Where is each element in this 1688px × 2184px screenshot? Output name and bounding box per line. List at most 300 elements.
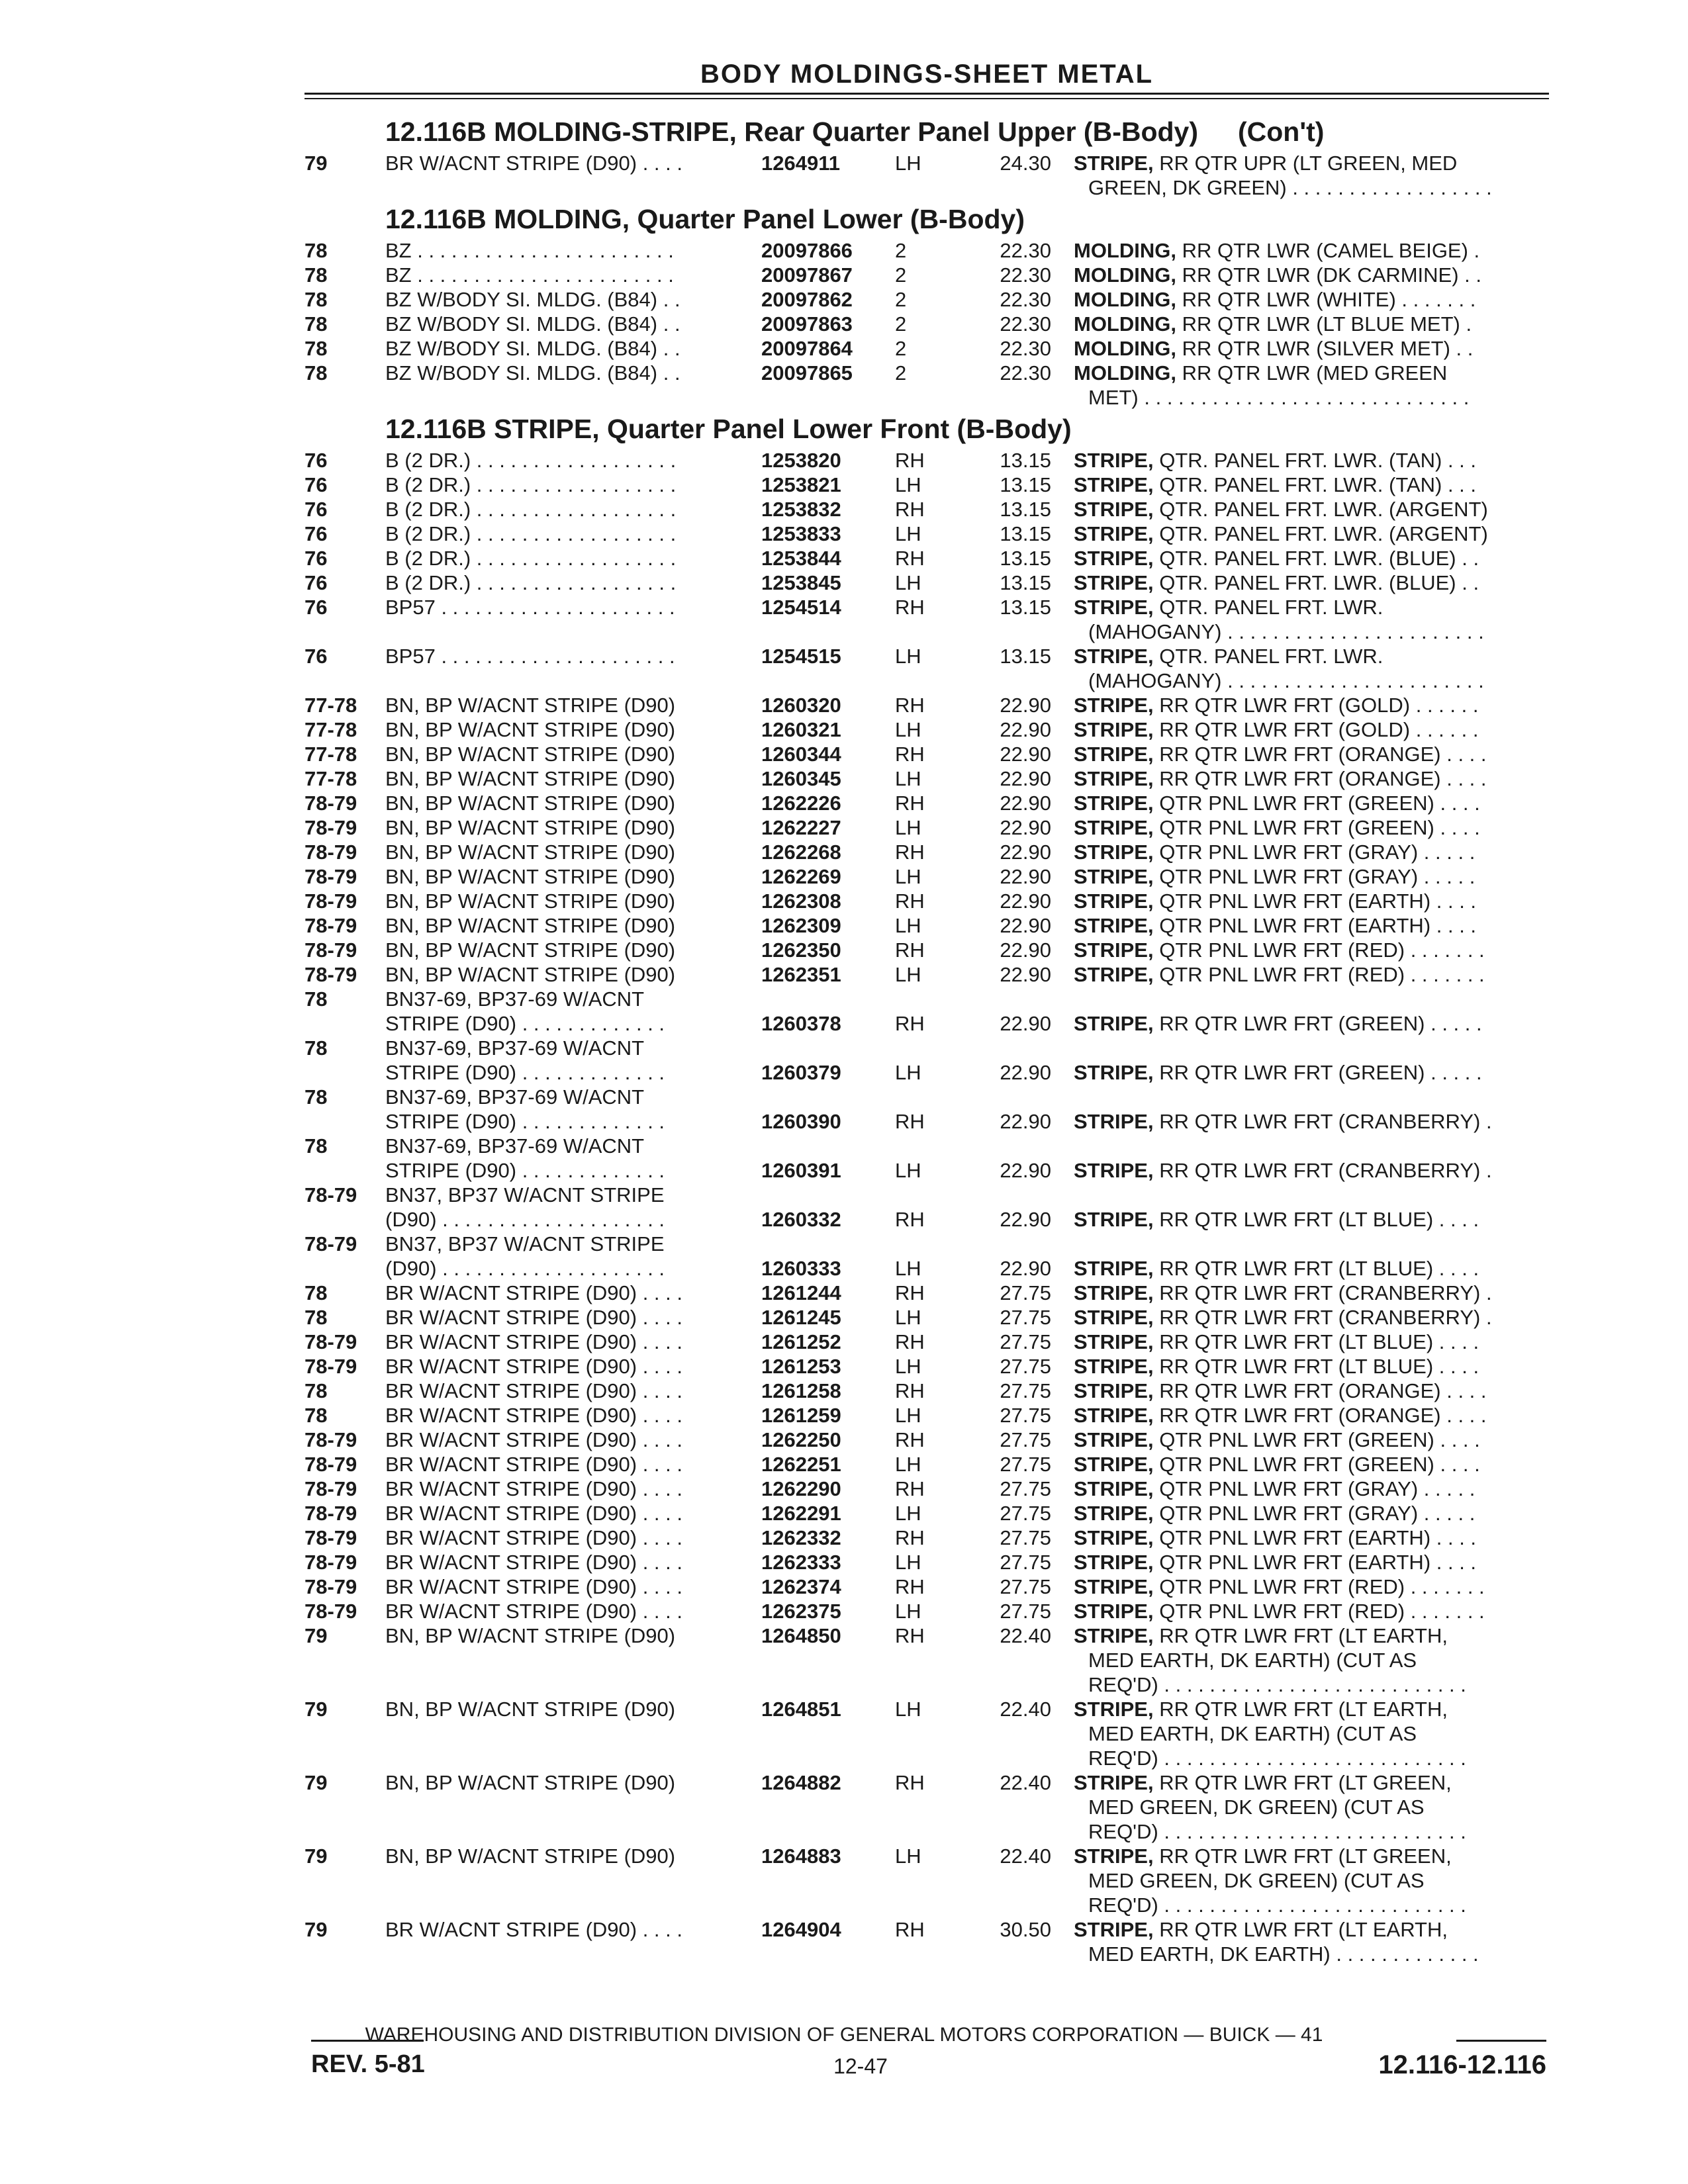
table-row (305, 1330, 1562, 1354)
year-cell: 78-79 (305, 792, 357, 815)
model-cell: BN, BP W/ACNT STRIPE (D90) (385, 1771, 676, 1794)
description-text: QTR PNL LWR FRT (GREEN) . . . . (1159, 792, 1480, 815)
price-cell: 22.90 (1000, 1159, 1051, 1182)
description-text: RR QTR LWR FRT (GREEN) . . . . . (1159, 1061, 1482, 1084)
qty-cell: LH (895, 1257, 921, 1280)
price-cell: 27.75 (1000, 1526, 1051, 1549)
price-cell: 13.15 (1000, 571, 1051, 594)
description-cell (1074, 1428, 1480, 1452)
description-text: RR QTR LWR FRT (GOLD) . . . . . . (1159, 718, 1479, 741)
part-number-cell: 1260321 (761, 718, 841, 741)
description-cell (1074, 473, 1476, 497)
description-text: QTR. PANEL FRT. LWR. (ARGENT) (1159, 522, 1488, 545)
qty-cell: RH (895, 1477, 925, 1500)
qty-cell: 2 (895, 288, 907, 311)
model-cell: BZ . . . . . . . . . . . . . . . . . . . . . . . (385, 263, 674, 287)
description-cell (1074, 1256, 1479, 1281)
price-cell: 22.90 (1000, 767, 1051, 790)
description-text: QTR PNL LWR FRT (GREEN) . . . . (1159, 816, 1480, 839)
part-number-cell: 20097862 (761, 288, 853, 311)
section-title: 12.116B MOLDING, Quarter Panel Lower (B-Body) (385, 204, 1025, 234)
qty-cell: LH (895, 816, 921, 839)
part-number-cell: 1264911 (761, 152, 840, 175)
qty-cell: RH (895, 1624, 925, 1647)
description-keyword: STRIPE, (1074, 645, 1154, 668)
description-text: RR QTR LWR FRT (LT GREEN, (1159, 1771, 1452, 1794)
model-cell: BR W/ACNT STRIPE (D90) . . . . (385, 152, 682, 175)
description-continuation: MED GREEN, DK GREEN) (CUT AS (1088, 1796, 1425, 1819)
section-continued: (Con't) (1238, 116, 1325, 147)
year-cell: 78 (305, 288, 328, 311)
year-cell: 78 (305, 1134, 328, 1158)
year-cell: 76 (305, 449, 328, 472)
table-row (305, 1844, 1562, 1868)
description-cell (1074, 238, 1479, 263)
model-cell: (D90) . . . . . . . . . . . . . . . . . . . . (385, 1208, 665, 1231)
description-keyword: STRIPE, (1074, 1477, 1154, 1500)
qty-cell: LH (895, 1355, 921, 1378)
description-cell (1074, 1011, 1482, 1036)
table-row (305, 263, 1562, 287)
table-row (305, 644, 1562, 668)
description-text: QTR PNL LWR FRT (EARTH) . . . . (1159, 889, 1477, 913)
description-text: RR QTR LWR FRT (ORANGE) . . . . (1159, 767, 1487, 790)
model-cell: BN, BP W/ACNT STRIPE (D90) (385, 718, 676, 741)
description-text: QTR PNL LWR FRT (GRAY) . . . . . (1159, 1502, 1476, 1525)
description-text: RR QTR LWR (WHITE) . . . . . . . (1182, 288, 1476, 311)
table-row (305, 987, 1562, 1011)
description-text: RR QTR LWR FRT (CRANBERRY) . (1159, 1110, 1492, 1133)
year-cell: 78-79 (305, 1355, 357, 1378)
model-cell: BR W/ACNT STRIPE (D90) . . . . (385, 1428, 682, 1451)
part-number-cell: 1254515 (761, 645, 841, 668)
model-cell: BR W/ACNT STRIPE (D90) . . . . (385, 1575, 682, 1598)
table-row (305, 1060, 1562, 1085)
description-cell (1074, 1599, 1485, 1623)
price-cell: 22.90 (1000, 718, 1051, 741)
description-keyword: STRIPE, (1074, 1281, 1154, 1304)
description-cell (1074, 1281, 1492, 1305)
description-keyword: STRIPE, (1074, 1428, 1154, 1451)
part-number-cell: 1264904 (761, 1918, 841, 1941)
description-cell (1074, 889, 1476, 913)
year-cell: 78 (305, 1306, 328, 1329)
part-number-cell: 1253844 (761, 547, 841, 570)
table-row (305, 1036, 1562, 1060)
description-continuation-row (305, 175, 1562, 200)
year-cell: 78 (305, 312, 328, 336)
part-number-cell: 1253821 (761, 473, 841, 496)
description-text: QTR. PANEL FRT. LWR. (1159, 596, 1383, 619)
description-keyword: STRIPE, (1074, 1257, 1154, 1280)
description-text: QTR. PANEL FRT. LWR. (1159, 645, 1383, 668)
part-number-cell: 1254514 (761, 596, 841, 619)
price-cell: 22.30 (1000, 263, 1051, 287)
model-cell: STRIPE (D90) . . . . . . . . . . . . . (385, 1012, 665, 1035)
table-row (305, 1403, 1562, 1428)
year-cell: 78 (305, 361, 328, 385)
section-reference: 12.116-12.116 (1378, 2050, 1546, 2079)
description-text: RR QTR LWR FRT (LT BLUE) . . . . (1159, 1330, 1479, 1353)
description-cell (1074, 766, 1487, 791)
description-keyword: STRIPE, (1074, 1600, 1154, 1623)
model-cell: B (2 DR.) . . . . . . . . . . . . . . . . . . (385, 571, 677, 594)
model-cell: BR W/ACNT STRIPE (D90) . . . . (385, 1600, 682, 1623)
description-keyword: STRIPE, (1074, 1453, 1154, 1476)
description-continuation: REQ'D) . . . . . . . . . . . . . . . . . . . . . . . . . . . (1088, 1747, 1466, 1770)
description-text: QTR PNL LWR FRT (RED) . . . . . . . (1159, 963, 1485, 986)
model-cell: BN, BP W/ACNT STRIPE (D90) (385, 743, 676, 766)
year-cell: 78-79 (305, 938, 357, 962)
model-cell: BR W/ACNT STRIPE (D90) . . . . (385, 1453, 682, 1476)
year-cell: 78-79 (305, 1575, 357, 1598)
description-continuation: MED EARTH, DK EARTH) . . . . . . . . . . . . . (1088, 1942, 1479, 1966)
description-keyword: STRIPE, (1074, 816, 1154, 839)
description-cell (1074, 1305, 1492, 1330)
year-cell: 78-79 (305, 889, 357, 913)
part-number-cell: 1262351 (761, 963, 841, 986)
table-row (305, 595, 1562, 619)
description-keyword: MOLDING, (1074, 361, 1176, 385)
price-cell: 22.30 (1000, 288, 1051, 311)
description-keyword: STRIPE, (1074, 547, 1154, 570)
description-keyword: STRIPE, (1074, 152, 1154, 175)
description-keyword: STRIPE, (1074, 1844, 1154, 1868)
description-keyword: STRIPE, (1074, 522, 1154, 545)
year-cell: 78-79 (305, 1330, 357, 1353)
qty-cell: LH (895, 1306, 921, 1329)
price-cell: 13.15 (1000, 498, 1051, 521)
table-row (305, 1501, 1562, 1525)
qty-cell: LH (895, 645, 921, 668)
table-row (305, 1917, 1562, 1942)
description-keyword: STRIPE, (1074, 938, 1154, 962)
description-text: QTR PNL LWR FRT (GRAY) . . . . . (1159, 865, 1476, 888)
year-cell: 79 (305, 1918, 328, 1941)
qty-cell: RH (895, 498, 925, 521)
description-cell (1074, 448, 1476, 473)
description-text: QTR PNL LWR FRT (RED) . . . . . . . (1159, 1600, 1485, 1623)
description-text: RR QTR LWR FRT (LT GREEN, (1159, 1844, 1452, 1868)
year-cell: 78-79 (305, 1183, 357, 1206)
price-cell: 22.30 (1000, 239, 1051, 262)
qty-cell: LH (895, 963, 921, 986)
qty-cell: LH (895, 1551, 921, 1574)
description-keyword: STRIPE, (1074, 1012, 1154, 1035)
price-cell: 13.15 (1000, 547, 1051, 570)
part-number-cell: 1260378 (761, 1012, 841, 1035)
part-number-cell: 1262251 (761, 1453, 841, 1476)
description-cell (1074, 1354, 1479, 1379)
model-cell: BZ W/BODY SI. MLDG. (B84) . . (385, 288, 680, 311)
table-row (305, 1232, 1562, 1256)
year-cell: 78-79 (305, 1551, 357, 1574)
qty-cell: RH (895, 792, 925, 815)
price-cell: 27.75 (1000, 1281, 1051, 1304)
price-cell: 22.40 (1000, 1698, 1051, 1721)
price-cell: 22.90 (1000, 694, 1051, 717)
description-cell (1074, 1330, 1479, 1354)
description-keyword: STRIPE, (1074, 596, 1154, 619)
table-row (305, 522, 1562, 546)
section-title: 12.116B MOLDING-STRIPE, Rear Quarter Panel Upper (B-Body) (385, 116, 1198, 147)
description-keyword: STRIPE, (1074, 914, 1154, 937)
price-cell: 30.50 (1000, 1918, 1051, 1941)
year-cell: 79 (305, 152, 328, 175)
qty-cell: RH (895, 1771, 925, 1794)
table-row (305, 1452, 1562, 1477)
description-keyword: STRIPE, (1074, 1355, 1154, 1378)
year-cell: 79 (305, 1844, 328, 1868)
part-number-cell: 1262227 (761, 816, 841, 839)
part-number-cell: 1264883 (761, 1844, 841, 1868)
part-number-cell: 1262350 (761, 938, 841, 962)
description-text: RR QTR LWR FRT (GREEN) . . . . . (1159, 1012, 1482, 1035)
price-cell: 27.75 (1000, 1428, 1051, 1451)
description-continuation-row (305, 1721, 1562, 1746)
description-text: RR QTR LWR (LT BLUE MET) . (1182, 312, 1472, 336)
model-cell: (D90) . . . . . . . . . . . . . . . . . . . . (385, 1257, 665, 1280)
description-text: QTR. PANEL FRT. LWR. (TAN) . . . (1159, 449, 1477, 472)
part-number-cell: 1261245 (761, 1306, 841, 1329)
description-keyword: STRIPE, (1074, 963, 1154, 986)
table-row (305, 1207, 1562, 1232)
table-row (305, 570, 1562, 595)
year-cell: 78-79 (305, 1477, 357, 1500)
description-keyword: STRIPE, (1074, 1330, 1154, 1353)
description-text: RR QTR LWR FRT (ORANGE) . . . . (1159, 1404, 1487, 1427)
description-cell (1074, 1109, 1492, 1134)
year-cell: 78 (305, 1379, 328, 1402)
part-number-cell: 1262308 (761, 889, 841, 913)
description-cell (1074, 1525, 1476, 1550)
description-keyword: STRIPE, (1074, 889, 1154, 913)
year-cell: 78-79 (305, 1428, 357, 1451)
description-text: RR QTR LWR FRT (LT EARTH, (1159, 1918, 1448, 1941)
part-number-cell: 1264850 (761, 1624, 841, 1647)
section-heading (385, 410, 1562, 448)
model-cell: BN, BP W/ACNT STRIPE (D90) (385, 792, 676, 815)
year-cell: 78 (305, 987, 328, 1011)
year-cell: 79 (305, 1698, 328, 1721)
model-cell: BN, BP W/ACNT STRIPE (D90) (385, 1698, 676, 1721)
description-text: RR QTR LWR FRT (GOLD) . . . . . . (1159, 694, 1479, 717)
part-number-cell: 1260345 (761, 767, 841, 790)
year-cell: 76 (305, 596, 328, 619)
description-continuation-row (305, 1868, 1562, 1893)
table-row (305, 840, 1562, 864)
price-cell: 13.15 (1000, 522, 1051, 545)
description-keyword: STRIPE, (1074, 1379, 1154, 1402)
description-text: RR QTR LWR FRT (LT EARTH, (1159, 1624, 1448, 1647)
description-keyword: STRIPE, (1074, 841, 1154, 864)
model-cell: BR W/ACNT STRIPE (D90) . . . . (385, 1477, 682, 1500)
year-cell: 78-79 (305, 816, 357, 839)
year-cell: 78-79 (305, 1600, 357, 1623)
model-cell: B (2 DR.) . . . . . . . . . . . . . . . . . . (385, 473, 677, 496)
model-cell: BZ W/BODY SI. MLDG. (B84) . . (385, 361, 680, 385)
model-cell: BN, BP W/ACNT STRIPE (D90) (385, 694, 676, 717)
qty-cell: LH (895, 1404, 921, 1427)
qty-cell: RH (895, 1110, 925, 1133)
part-number-cell: 1261258 (761, 1379, 841, 1402)
description-cell (1074, 522, 1488, 546)
description-text: RR QTR LWR FRT (LT EARTH, (1159, 1698, 1448, 1721)
description-cell (1074, 336, 1473, 361)
part-number-cell: 1262291 (761, 1502, 841, 1525)
year-cell: 76 (305, 645, 328, 668)
qty-cell: RH (895, 1575, 925, 1598)
part-number-cell: 20097864 (761, 337, 853, 360)
page-title: BODY MOLDINGS-SHEET METAL (700, 60, 1154, 89)
model-cell: BN, BP W/ACNT STRIPE (D90) (385, 767, 676, 790)
year-cell: 78 (305, 263, 328, 287)
description-text: RR QTR LWR FRT (ORANGE) . . . . (1159, 1379, 1487, 1402)
part-number-cell: 1262226 (761, 792, 841, 815)
table-row (305, 1158, 1562, 1183)
model-cell: BR W/ACNT STRIPE (D90) . . . . (385, 1379, 682, 1402)
model-cell: BN37-69, BP37-69 W/ACNT (385, 1085, 645, 1109)
price-cell: 22.90 (1000, 889, 1051, 913)
price-cell: 27.75 (1000, 1453, 1051, 1476)
table-row (305, 473, 1562, 497)
price-cell: 13.15 (1000, 473, 1051, 496)
table-row (305, 546, 1562, 570)
qty-cell: 2 (895, 312, 907, 336)
price-cell: 22.30 (1000, 312, 1051, 336)
description-cell (1074, 913, 1476, 938)
price-cell: 27.75 (1000, 1477, 1051, 1500)
description-keyword: STRIPE, (1074, 449, 1154, 472)
year-cell: 78-79 (305, 1526, 357, 1549)
description-text: QTR. PANEL FRT. LWR. (TAN) . . . (1159, 473, 1477, 496)
table-row (305, 938, 1562, 962)
description-text: QTR PNL LWR FRT (GREEN) . . . . (1159, 1453, 1480, 1476)
table-row (305, 1305, 1562, 1330)
description-cell (1074, 938, 1485, 962)
description-continuation: (MAHOGANY) . . . . . . . . . . . . . . . . . . . . . . . (1088, 669, 1484, 692)
description-cell (1074, 693, 1478, 717)
year-cell: 77-78 (305, 743, 357, 766)
year-cell: 78-79 (305, 963, 357, 986)
year-cell: 76 (305, 522, 328, 545)
qty-cell: RH (895, 449, 925, 472)
table-row (305, 742, 1562, 766)
qty-cell: RH (895, 1379, 925, 1402)
description-text: QTR. PANEL FRT. LWR. (ARGENT) (1159, 498, 1488, 521)
description-cell (1074, 1403, 1487, 1428)
table-row (305, 717, 1562, 742)
year-cell: 78-79 (305, 1453, 357, 1476)
description-keyword: STRIPE, (1074, 1698, 1154, 1721)
description-cell (1074, 546, 1479, 570)
description-text: QTR PNL LWR FRT (EARTH) . . . . (1159, 1526, 1477, 1549)
model-cell: BR W/ACNT STRIPE (D90) . . . . (385, 1918, 682, 1941)
description-keyword: STRIPE, (1074, 1306, 1154, 1329)
year-cell: 79 (305, 1771, 328, 1794)
description-cell (1074, 570, 1479, 595)
table-row (305, 1183, 1562, 1207)
description-continuation-row (305, 385, 1562, 410)
price-cell: 27.75 (1000, 1306, 1051, 1329)
description-text: RR QTR LWR (CAMEL BEIGE) . (1182, 239, 1480, 262)
part-number-cell: 1262309 (761, 914, 841, 937)
model-cell: B (2 DR.) . . . . . . . . . . . . . . . . . . (385, 449, 677, 472)
parts-listing (305, 113, 1562, 1966)
description-cell (1074, 644, 1383, 668)
year-cell: 77-78 (305, 718, 357, 741)
description-keyword: STRIPE, (1074, 1404, 1154, 1427)
description-cell (1074, 263, 1481, 287)
price-cell: 22.90 (1000, 914, 1051, 937)
price-cell: 27.75 (1000, 1551, 1051, 1574)
table-row (305, 693, 1562, 717)
table-row (305, 815, 1562, 840)
description-continuation: REQ'D) . . . . . . . . . . . . . . . . . . . . . . . . . . . (1088, 1893, 1466, 1917)
price-cell: 13.15 (1000, 645, 1051, 668)
description-keyword: STRIPE, (1074, 473, 1154, 496)
description-continuation-row (305, 1942, 1562, 1966)
description-continuation-row (305, 1746, 1562, 1770)
description-continuation: MED EARTH, DK EARTH) (CUT AS (1088, 1722, 1417, 1745)
model-cell: STRIPE (D90) . . . . . . . . . . . . . (385, 1110, 665, 1133)
model-cell: STRIPE (D90) . . . . . . . . . . . . . (385, 1159, 665, 1182)
description-text: QTR PNL LWR FRT (GRAY) . . . . . (1159, 1477, 1476, 1500)
year-cell: 76 (305, 571, 328, 594)
year-cell: 79 (305, 1624, 328, 1647)
price-cell: 22.90 (1000, 1012, 1051, 1035)
description-cell (1074, 1379, 1487, 1403)
part-number-cell: 1253820 (761, 449, 841, 472)
description-text: QTR PNL LWR FRT (RED) . . . . . . . (1159, 1575, 1485, 1598)
price-cell: 22.90 (1000, 841, 1051, 864)
description-text: RR QTR LWR FRT (LT BLUE) . . . . (1159, 1257, 1479, 1280)
section-heading (385, 113, 1562, 151)
qty-cell: LH (895, 1698, 921, 1721)
description-text: RR QTR LWR FRT (LT BLUE) . . . . (1159, 1208, 1479, 1231)
table-row (305, 1085, 1562, 1109)
table-row (305, 1281, 1562, 1305)
qty-cell: LH (895, 1844, 921, 1868)
description-text: RR QTR LWR (MED GREEN (1182, 361, 1448, 385)
description-keyword: STRIPE, (1074, 694, 1154, 717)
model-cell: BN, BP W/ACNT STRIPE (D90) (385, 938, 676, 962)
table-row (305, 962, 1562, 987)
description-text: RR QTR LWR FRT (CRANBERRY) . (1159, 1306, 1492, 1329)
description-cell (1074, 742, 1487, 766)
qty-cell: 2 (895, 263, 907, 287)
description-cell (1074, 1477, 1475, 1501)
qty-cell: RH (895, 1012, 925, 1035)
description-text: QTR. PANEL FRT. LWR. (BLUE) . . (1159, 547, 1479, 570)
description-continuation: MED GREEN, DK GREEN) (CUT AS (1088, 1869, 1425, 1892)
part-number-cell: 1260390 (761, 1110, 841, 1133)
description-keyword: STRIPE, (1074, 865, 1154, 888)
description-cell (1074, 1770, 1452, 1795)
title-rule-thin (305, 98, 1549, 99)
part-number-cell: 1262268 (761, 841, 841, 864)
qty-cell: LH (895, 571, 921, 594)
part-number-cell: 1260391 (761, 1159, 841, 1182)
qty-cell: 2 (895, 337, 907, 360)
description-cell (1074, 1452, 1480, 1477)
description-keyword: STRIPE, (1074, 1159, 1154, 1182)
part-number-cell: 1262250 (761, 1428, 841, 1451)
description-cell (1074, 864, 1475, 889)
price-cell: 22.90 (1000, 1208, 1051, 1231)
model-cell: BN, BP W/ACNT STRIPE (D90) (385, 889, 676, 913)
description-text: RR QTR LWR FRT (CRANBERRY) . (1159, 1281, 1492, 1304)
